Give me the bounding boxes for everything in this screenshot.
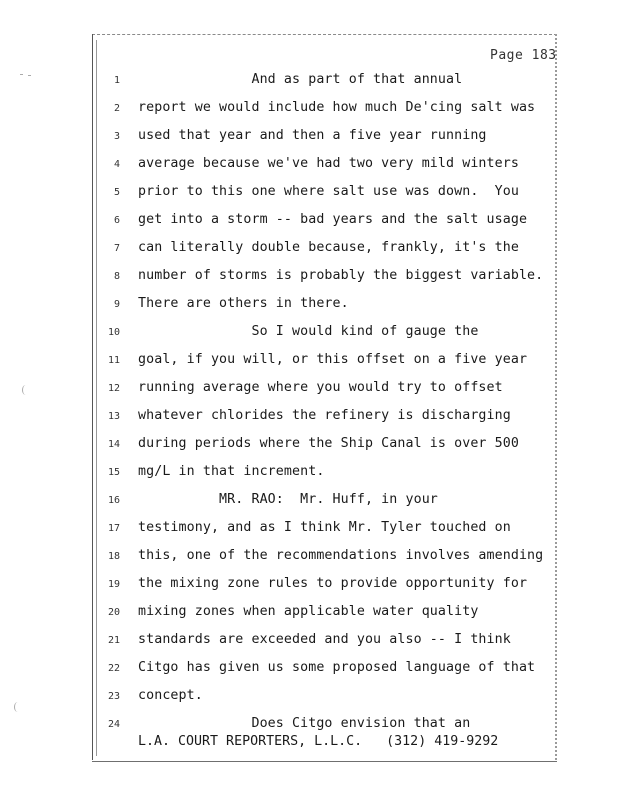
line-text: Does Citgo envision that an	[138, 716, 471, 731]
line-text: prior to this one where salt use was down. You	[138, 184, 519, 199]
line-text: There are others in there.	[138, 296, 349, 311]
line-text: Citgo has given us some proposed language of that	[138, 660, 536, 675]
line-number: 21	[107, 635, 120, 646]
line-text: the mixing zone rules to provide opportunity for	[138, 576, 528, 591]
transcript-line	[0, 604, 619, 624]
line-number: 14	[107, 439, 120, 450]
line-number: 13	[107, 411, 120, 422]
line-text: concept.	[138, 688, 203, 703]
line-number: 4	[113, 159, 120, 170]
line-text: number of storms is probably the biggest variable.	[138, 268, 544, 283]
line-number: 11	[107, 355, 120, 366]
transcript-line	[0, 660, 619, 680]
line-number: 18	[107, 551, 120, 562]
transcript-line	[0, 380, 619, 400]
transcript-line	[0, 268, 619, 288]
transcript-line	[0, 100, 619, 120]
line-text: mixing zones when applicable water quality	[138, 604, 479, 619]
transcript-line	[0, 688, 619, 708]
line-number: 8	[113, 271, 120, 282]
transcript-line	[0, 492, 619, 512]
transcript-line	[0, 520, 619, 540]
transcript-line	[0, 156, 619, 176]
line-text: MR. RAO: Mr. Huff, in your	[138, 492, 438, 507]
line-number: 3	[113, 131, 120, 142]
line-number: 5	[113, 187, 120, 198]
transcript-line	[0, 184, 619, 204]
line-text: So I would kind of gauge the	[138, 324, 479, 339]
line-text: get into a storm -- bad years and the salt usage	[138, 212, 528, 227]
transcript-line	[0, 408, 619, 428]
transcript-line	[0, 240, 619, 260]
transcript-line	[0, 324, 619, 344]
transcript-line	[0, 296, 619, 316]
line-number: 2	[113, 103, 120, 114]
line-text: report we would include how much De'cing salt was	[138, 100, 536, 115]
line-number: 7	[113, 243, 120, 254]
line-number: 9	[113, 299, 120, 310]
page-number: Page 183	[490, 48, 557, 63]
line-number: 17	[107, 523, 120, 534]
line-number: 20	[107, 607, 120, 618]
transcript-line	[0, 72, 619, 92]
transcript-line	[0, 352, 619, 372]
line-text: testimony, and as I think Mr. Tyler touched on	[138, 520, 511, 535]
line-text: mg/L in that increment.	[138, 464, 325, 479]
line-text: goal, if you will, or this offset on a five year	[138, 352, 528, 367]
line-number: 15	[107, 467, 120, 478]
transcript-line	[0, 436, 619, 456]
line-number: 6	[113, 215, 120, 226]
transcript-line	[0, 632, 619, 652]
line-number: 22	[107, 663, 120, 674]
line-text: running average where you would try to offset	[138, 380, 503, 395]
transcript-line	[0, 128, 619, 148]
transcript-line	[0, 576, 619, 596]
line-number: 1	[113, 75, 120, 86]
line-text: this, one of the recommendations involves amending	[138, 548, 544, 563]
line-text: during periods where the Ship Canal is over 500	[138, 436, 519, 451]
transcript-line	[0, 548, 619, 568]
transcript-line	[0, 716, 619, 736]
line-number: 23	[107, 691, 120, 702]
court-reporter-footer: L.A. COURT REPORTERS, L.L.C. (312) 419-9292	[138, 734, 499, 749]
transcript-line	[0, 464, 619, 484]
line-text: average because we've had two very mild winters	[138, 156, 519, 171]
line-text: used that year and then a five year running	[138, 128, 487, 143]
line-text: whatever chlorides the refinery is discharging	[138, 408, 511, 423]
transcript-line	[0, 212, 619, 232]
line-number: 10	[107, 327, 120, 338]
line-number: 12	[107, 383, 120, 394]
line-number: 16	[107, 495, 120, 506]
line-text: And as part of that annual	[138, 72, 463, 87]
line-number: 24	[107, 719, 120, 730]
line-number: 19	[107, 579, 120, 590]
line-text: standards are exceeded and you also -- I think	[138, 632, 511, 647]
line-text: can literally double because, frankly, it's the	[138, 240, 519, 255]
